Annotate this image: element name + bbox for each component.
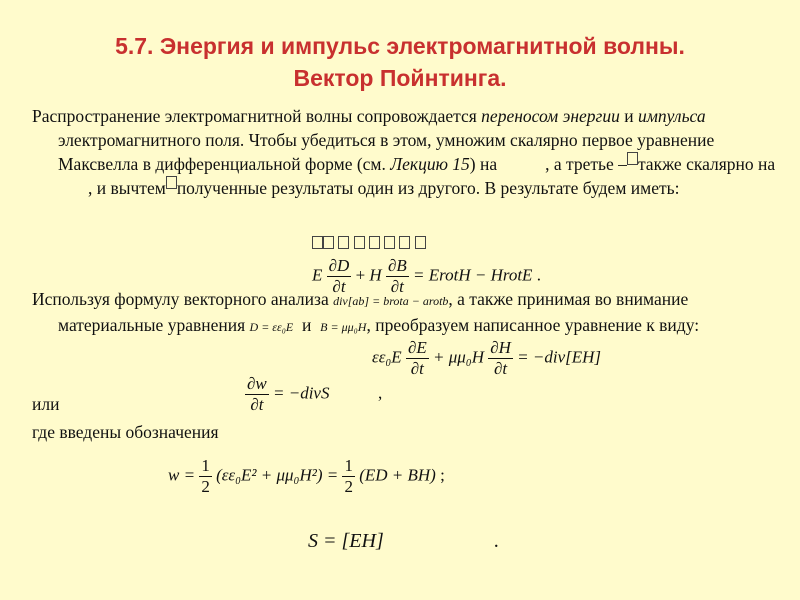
or-label: или — [32, 394, 60, 414]
title-line-2: Вектор Пойнтинга. — [293, 65, 507, 91]
p2-text-3: , преобразуем написанное уравнение к виду: — [366, 315, 700, 335]
p1-text-6: также скалярно на — [637, 154, 776, 174]
p1-text-7: , и вычтем — [88, 178, 166, 198]
p1-text-4: ) на — [469, 154, 498, 174]
paragraph-intro — [32, 104, 780, 200]
p1-italic-lecture: Лекцию 15 — [390, 154, 470, 174]
missing-glyph-box — [166, 176, 177, 189]
equation-4: w = $\frac{1}{2}$ (εε₀E² + μμ₀H²) = $\frac{1}{2}$ (ED + BH) ; — [168, 456, 445, 496]
slide-title — [0, 30, 800, 94]
paragraph-vector-analysis — [32, 287, 780, 339]
p2-text-2: , а также принимая во внимание материальные уравнения — [58, 289, 689, 335]
p1-italic-momentum: импульса — [637, 106, 706, 126]
vector-formula: div[ab] = brota − arotb — [333, 294, 449, 308]
p1-text-8: полученные результаты один из другого. В результате будем иметь: — [176, 178, 680, 198]
missing-glyph-box — [627, 152, 638, 165]
p2-and: и — [302, 315, 312, 335]
p1-text-1: Распространение электромагнитной волны сопровождается — [32, 106, 482, 126]
equation-2: εε₀E $\frac{\partial E}{\partial t}$ + μμ₀H $\frac{\partial H}{\partial t}$ = −div[EH] — [372, 338, 602, 378]
material-eq-2: B = μμ₀H — [320, 320, 367, 334]
where-label: где введены обозначения — [32, 422, 219, 442]
material-eq-1: D = εε₀E — [249, 320, 294, 334]
p1-text-2: и — [619, 106, 638, 126]
p2-text-1: Используя формулу векторного анализа — [32, 289, 329, 309]
p1-text-5: , а третье – — [545, 154, 627, 174]
equation-5: S = [EH] . — [308, 530, 499, 552]
equation-1: E $\frac{\partial D}{\partial t}$ + H $\frac{\partial B}{\partial t}$ = ErotH − HrotE . — [312, 236, 541, 297]
equation-3: $\frac{\partial w}{\partial t}$ = −divS , — [247, 374, 383, 414]
p1-text-3: электромагнитного поля. Чтобы убедиться в этом, умножим скалярно первое уравнение Максвелла в дифференциальной форме (см. — [58, 130, 715, 174]
title-line-1: 5.7. Энергия и импульс электромагнитной волны. — [115, 33, 685, 59]
p1-italic-energy: переносом энергии — [481, 106, 620, 126]
